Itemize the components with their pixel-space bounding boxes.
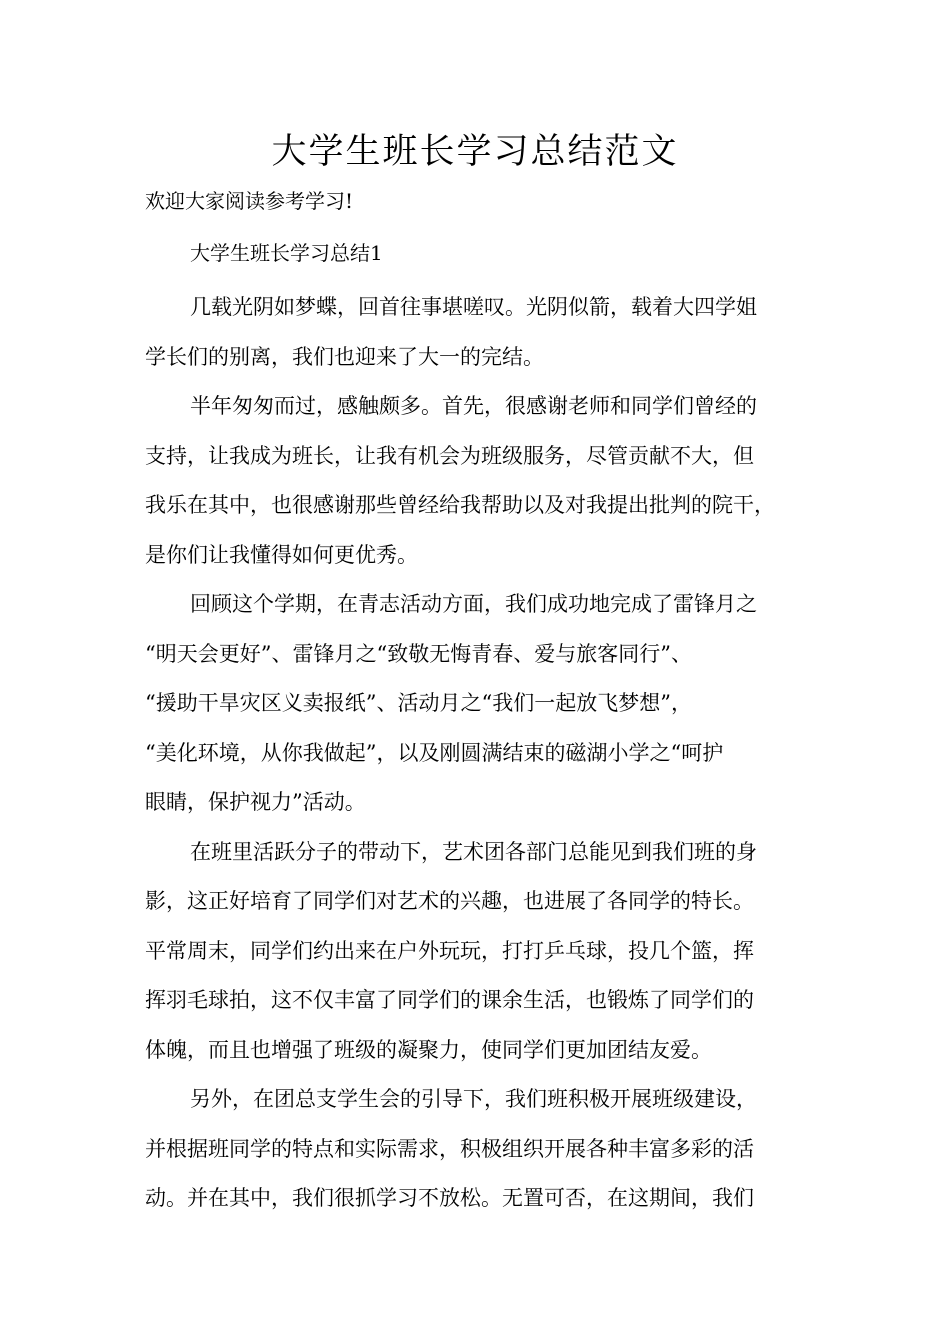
intro-text: 欢迎大家阅读参考学习!	[145, 189, 354, 213]
section-heading: 大学生班长学习总结1	[190, 241, 383, 265]
paragraph-line: “明天会更好”、雷锋月之“致敬无悔青春、爱与旅客同行”、	[145, 641, 692, 666]
document-title: 大学生班长学习总结范文	[271, 132, 679, 172]
paragraph-line: 学长们的别离，我们也迎来了大一的完结。	[145, 344, 544, 369]
paragraph-line: 我乐在其中，也很感谢那些曾经给我帮助以及对我提出批判的院干，	[145, 493, 775, 517]
paragraph-line: 动。并在其中，我们很抓学习不放松。无置可否，在这期间，我们	[145, 1186, 754, 1210]
paragraph	[145, 828, 825, 1076]
paragraph	[145, 1075, 825, 1224]
paragraph-line: 回顾这个学期，在青志活动方面，我们成功地完成了雷锋月之	[190, 592, 757, 616]
paragraph-line: 并根据班同学的特点和实际需求，积极组织开展各种丰富多彩的活	[145, 1136, 754, 1161]
paragraph	[145, 580, 825, 828]
paragraph-line: 几载光阴如梦蝶，回首往事堪嗟叹。光阴似箭，载着大四学姐	[190, 295, 757, 319]
paragraph	[145, 382, 825, 580]
paragraph-line: 平常周末，同学们约出来在户外玩玩，打打乒乓球，投几个篮，挥	[145, 938, 754, 963]
paragraph-line: 是你们让我懂得如何更优秀。	[145, 542, 418, 567]
paragraph-line: 体魄，而且也增强了班级的凝聚力，使同学们更加团结友爱。	[145, 1037, 712, 1062]
paragraph-line: 半年匆匆而过，感触颇多。首先，很感谢老师和同学们曾经的	[190, 394, 757, 418]
paragraph-line: “援助干旱灾区义卖报纸”、活动月之“我们一起放飞梦想”，	[145, 691, 692, 715]
paragraph-line: 另外，在团总支学生会的引导下，我们班积极开展班级建设，	[190, 1087, 757, 1111]
paragraph	[145, 283, 825, 382]
paragraph-line: 影，这正好培育了同学们对艺术的兴趣，也进展了各同学的特长。	[145, 889, 754, 913]
paragraph-line: 挥羽毛球拍，这不仅丰富了同学们的课余生活，也锻炼了同学们的	[145, 988, 754, 1012]
paragraph-line: 眼睛，保护视力”活动。	[145, 790, 366, 814]
paragraph-line: “美化环境，从你我做起”，以及刚圆满结束的磁湖小学之“呵护	[145, 740, 724, 765]
body-text	[145, 283, 825, 1224]
paragraph-line: 在班里活跃分子的带动下，艺术团各部门总能见到我们班的身	[190, 839, 757, 864]
paragraph-line: 支持，让我成为班长，让我有机会为班级服务，尽管贡献不大，但	[145, 443, 754, 468]
